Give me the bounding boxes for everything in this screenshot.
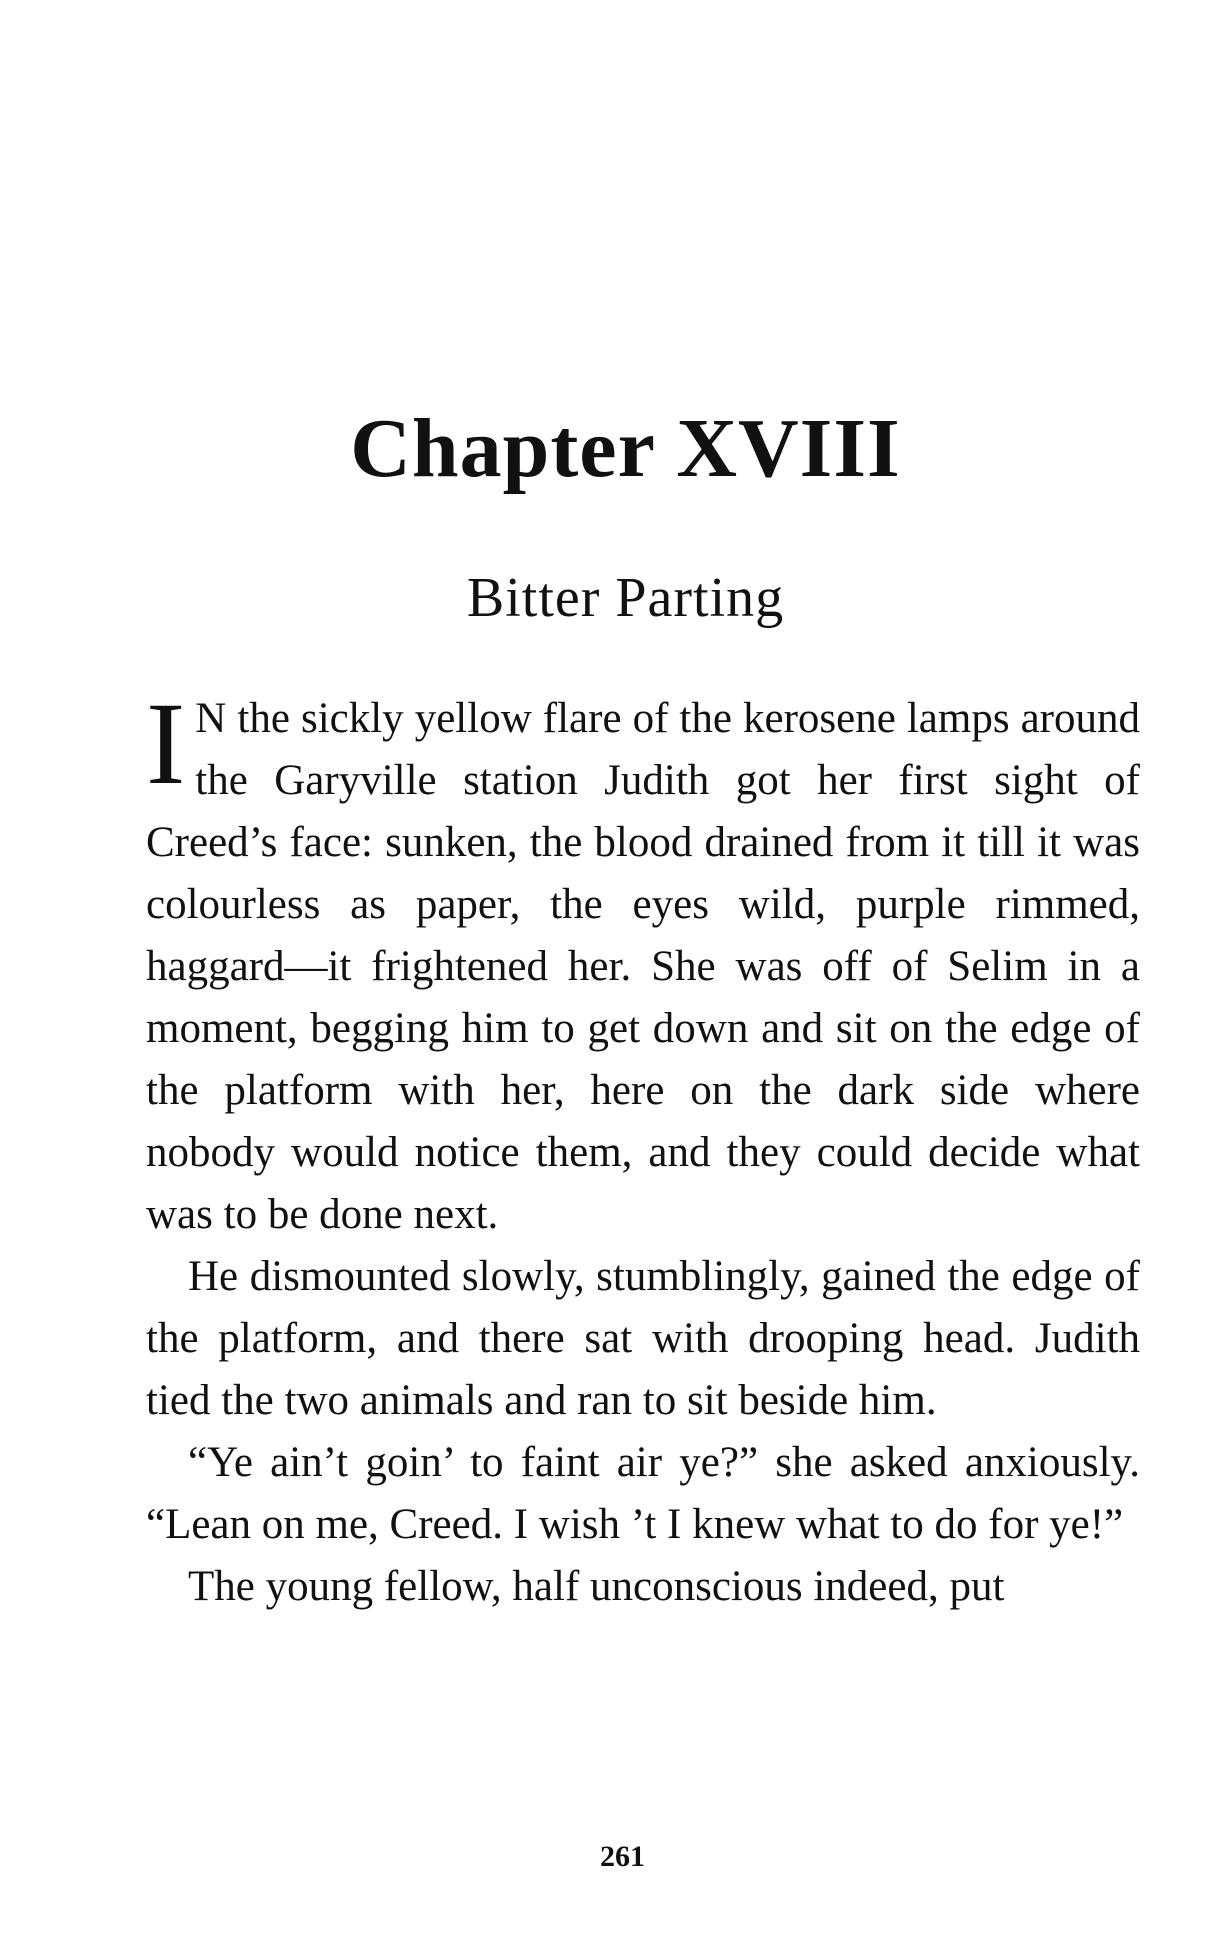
paragraph-lead: N	[195, 695, 227, 742]
drop-cap: I	[146, 678, 186, 809]
chapter-subtitle: Bitter Parting	[466, 567, 785, 629]
chapter-title: Chapter XVIII	[350, 402, 901, 495]
paragraph-1	[146, 678, 1140, 1246]
paragraph-4: The young fellow, half unconscious indeed, put	[188, 1563, 1005, 1610]
paragraph-1-text: the sickly yellow flare of the kerosene lamps around the Garyville station Judith got her first sight of Creed’s face: sunken, the blood drained from it till it was colourless as paper, the eyes wild, purple rimmed, haggard—it frightened her. She was off of Selim in a moment, begging him to get down and sit on the edge of the platform with her, here on the dark side where nobody would notice them, and they could decide what was to be done next.	[146, 695, 1140, 1238]
paragraph-3: “Ye ain’t goin’ to faint air ye?” she asked anxiously. “Lean on me, Creed. I wish ’t I knew what to do for ye!”	[146, 1439, 1140, 1548]
paragraph-2: He dismounted slowly, stumblingly, gained the edge of the platform, and there sat with drooping head. Judith tied the two animals and ran to sit beside him.	[146, 1253, 1140, 1424]
body-text	[146, 678, 1140, 1618]
page-number: 261	[600, 1840, 645, 1873]
